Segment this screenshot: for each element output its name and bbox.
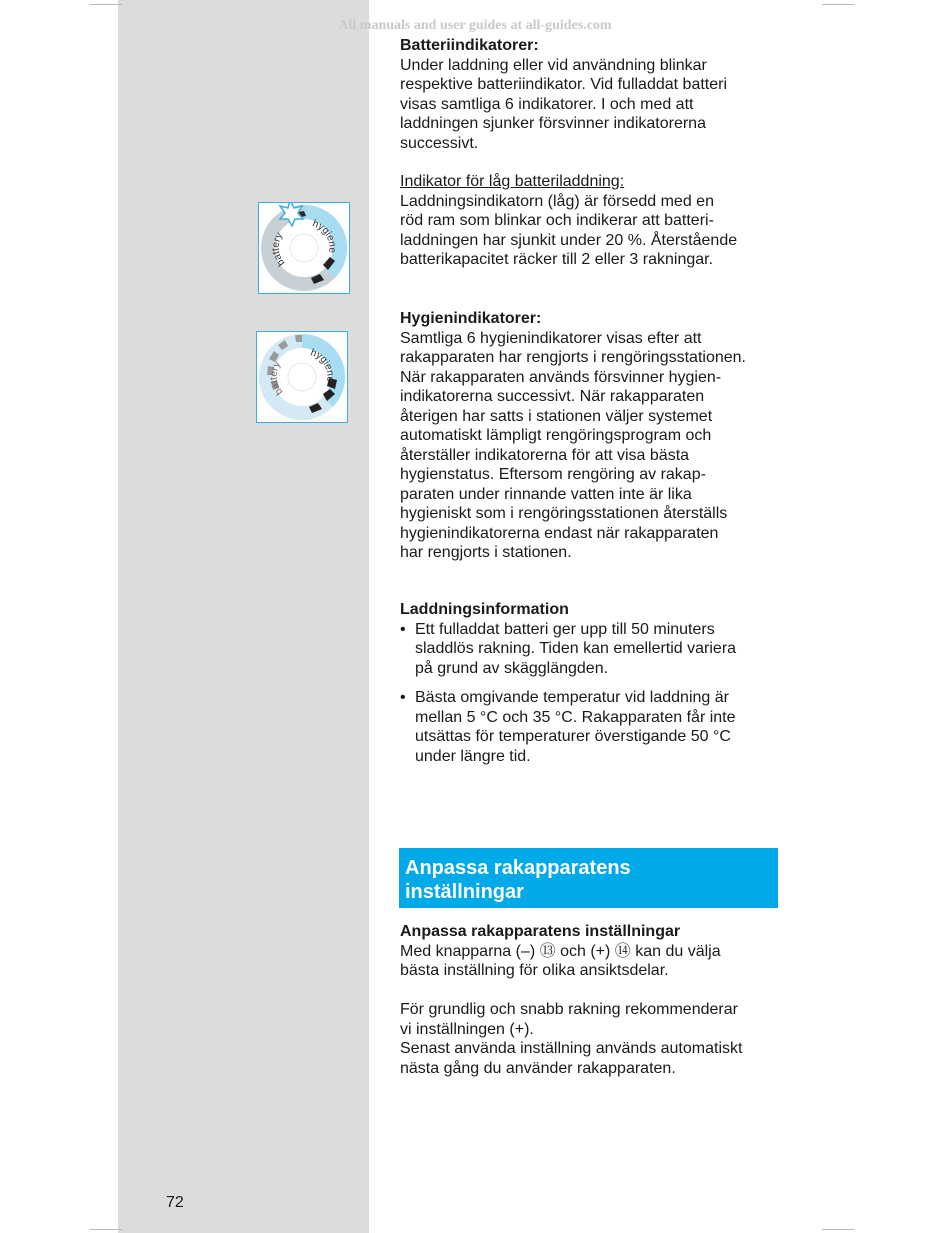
text-line: visas samtliga 6 indikatorer. I och med att <box>400 95 694 113</box>
text-line: successivt. <box>400 134 479 152</box>
text-line: Under laddning eller vid användning blinkar <box>400 56 707 74</box>
page-number: 72 <box>166 1194 184 1211</box>
section-heading: Hygienindikatorer: <box>400 310 542 327</box>
text-line: hygienstatus. Eftersom rengöring av rakap- <box>400 466 706 483</box>
crop-mark <box>90 4 122 5</box>
banner-title-line: inställningar <box>405 881 524 903</box>
text-line: laddningen sjunker försvinner indikatorerna <box>400 115 706 132</box>
text-line: sladdlös rakning. Tiden kan emellertid variera <box>415 640 737 657</box>
text-line: För grundlig och snabb rakning rekommenderar <box>400 1001 738 1018</box>
crop-mark <box>822 4 854 5</box>
watermark: All manuals and user guides at all-guides.com <box>338 18 612 33</box>
text-line: utsättas för temperaturer överstigande 50 °C <box>415 728 731 745</box>
section-heading: Batteriindikatorer: <box>400 37 539 54</box>
ring-left-label: battery <box>270 230 288 269</box>
text-line: Laddningsindikatorn (låg) är försedd med en <box>400 192 714 210</box>
section-heading: Anpassa rakapparatens inställningar <box>400 923 681 940</box>
text-line: Senast använda inställning används automatiskt <box>400 1040 743 1057</box>
text-line: röd ram som blinkar och indikerar att batteri- <box>400 212 714 229</box>
ring-left-label: battery <box>268 359 286 398</box>
text-line: vi inställningen (+). <box>400 1020 534 1038</box>
battery-indicators-section <box>400 36 782 153</box>
text-line: hygienindikatorerna endast när rakapparaten <box>400 524 719 542</box>
crop-mark <box>822 1229 854 1230</box>
hygiene-indicators-section <box>400 309 782 563</box>
text-line: bästa inställning för olika ansiktsdelar. <box>400 962 669 979</box>
text-line: återställer indikatorerna för att visa bästa <box>400 446 690 464</box>
text-line: nästa gång du använder rakapparaten. <box>400 1059 676 1077</box>
hygiene-indicator-icon <box>256 331 348 423</box>
text-line: • Ett fulladdat batteri ger upp till 50 minuters <box>415 620 715 638</box>
text-line: När rakapparaten används försvinner hygien- <box>400 368 722 386</box>
list-item <box>400 620 782 679</box>
text-line: mellan 5 °C och 35 °C. Rakapparaten får inte <box>415 708 736 726</box>
low-battery-section <box>400 172 782 270</box>
ring-right-label: hygiene <box>311 218 338 254</box>
text-line: indikatorerna successivt. När rakapparaten <box>400 388 705 405</box>
text-line: automatiskt lämpligt rengöringsprogram och <box>400 427 712 444</box>
text-line: på grund av skägglängden. <box>415 659 609 677</box>
low-battery-indicator-icon <box>258 202 350 294</box>
banner-title-line: Anpassa rakapparatens <box>405 857 631 879</box>
bullet-list <box>400 620 782 767</box>
text-line: • Bästa omgivande temperatur vid laddning är <box>415 689 729 706</box>
section-banner <box>399 848 778 908</box>
text-line: återigen har satts i stationen väljer systemet <box>400 407 713 425</box>
settings-section <box>400 922 782 1078</box>
side-column <box>118 0 369 1233</box>
text-line: Samtliga 6 hygienindikatorer visas efter att <box>400 329 702 347</box>
crop-mark <box>90 1229 122 1230</box>
spacer <box>400 981 782 1001</box>
section-heading: Laddningsinformation <box>400 601 569 618</box>
charging-info-section <box>400 600 782 776</box>
text-line: paraten under rinnande vatten inte är lika <box>400 485 692 503</box>
text-line: under längre tid. <box>415 747 531 765</box>
text-line: rakapparaten har rengjorts i rengöringsstationen. <box>400 349 746 366</box>
text-line: Med knapparna (–) ⑬ och (+) ⑭ kan du välja <box>400 942 721 960</box>
text-line: laddningen har sjunkit under 20 %. Återstående <box>400 231 738 249</box>
text-line: batterikapacitet räcker till 2 eller 3 rakningar. <box>400 251 714 268</box>
text-line: hygieniskt som i rengöringsstationen återställs <box>400 505 728 522</box>
text-line: respektive batteriindikator. Vid fulladdat batteri <box>400 76 728 93</box>
text-line: har rengjorts i stationen. <box>400 544 572 561</box>
ring-right-label: hygiene <box>309 347 336 383</box>
section-heading: Indikator för låg batteriladdning: <box>400 173 625 190</box>
list-item <box>400 688 782 766</box>
